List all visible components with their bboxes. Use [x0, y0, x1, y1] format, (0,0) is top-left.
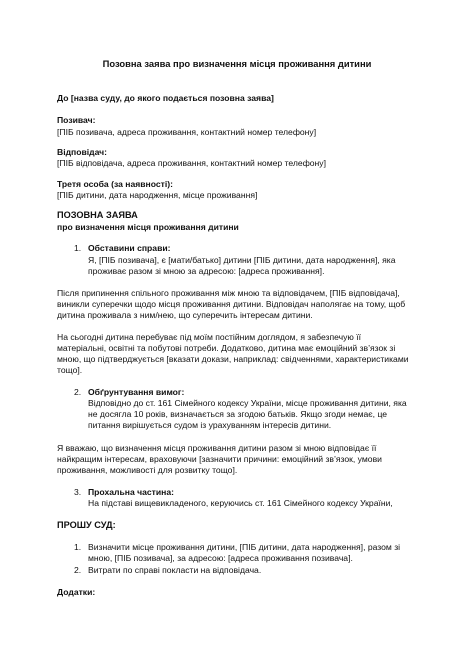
paragraph-line: тощо].: [57, 365, 83, 375]
request-item-line: мною, [ПІБ позивача], за адресою: [адреса проживання позивача].: [88, 553, 353, 563]
paragraph-line: проживання, можливості для розвитку тощо].: [57, 465, 238, 475]
plaintiff-value: [ПІБ позивача, адреса проживання, контактний номер телефону]: [57, 127, 317, 137]
paragraph-line: матеріальні, освітні та побутові потреби. Додатково, дитина має емоційний зв’язок зі: [57, 343, 396, 353]
section3-heading: Прохальна частина:: [88, 487, 174, 497]
section3-number: 3.: [74, 487, 82, 497]
request-item-number: 2.: [74, 565, 82, 575]
request-item-line: Витрати по справі покласти на відповідача.: [88, 565, 262, 575]
section1-line: Я, [ПІБ позивача], є [мати/батько] дитини [ПІБ дитини, дата народження], яка: [88, 255, 396, 265]
claim-subheading: про визначення місця проживання дитини: [57, 222, 239, 232]
document-title: Позовна заява про визначення місця проживання дитини: [102, 58, 372, 69]
third-party-label: Третя особа (за наявності):: [57, 179, 173, 189]
plaintiff-label: Позивач:: [57, 115, 96, 125]
section2-line: не досягла 10 років, визначається за згодою батьків. Якщо згоди немає, це: [88, 409, 388, 419]
paragraph-line: Після припинення спільного проживання між мною та відповідачем, [ПІБ відповідача],: [57, 288, 400, 298]
third-party-value: [ПІБ дитини, дата народження, місце проживання]: [57, 190, 258, 200]
paragraph-line: Я вважаю, що визначення місця проживання дитини разом зі мною відповідає її: [57, 443, 377, 453]
paragraph-line: мною, що підтверджується [вказати докази, наприклад: свідченнями, характеристиками: [57, 354, 409, 364]
section2-heading: Обґрунтування вимог:: [88, 387, 185, 397]
court-line: До [назва суду, до якого подається позовна заява]: [57, 93, 274, 103]
attachments-label: Додатки:: [57, 587, 96, 597]
section2-line: Відповідно до ст. 161 Сімейного кодексу України, місце проживання дитини, яка: [88, 398, 407, 408]
section3-line: На підставі вищевикладеного, керуючись ст. 161 Сімейного кодексу України,: [88, 498, 393, 508]
section2-number: 2.: [74, 387, 82, 397]
section1-number: 1.: [74, 243, 82, 253]
paragraph-line: дитина проживала з ним/нею, що суперечить інтересам дитини.: [57, 310, 313, 320]
section1-line: проживає разом зі мною за адресою: [адреса проживання].: [88, 266, 325, 276]
section1-heading: Обставини справи:: [88, 243, 171, 253]
paragraph-line: найкращим інтересам, враховуючи [зазначити причини: емоційний зв’язок, умови: [57, 454, 382, 464]
paragraph-line: На сьогодні дитина перебуває під моїм постійним доглядом, я забезпечую її: [57, 332, 362, 342]
section2-line: питання вирішується судом із урахуванням інтересів дитини.: [88, 420, 332, 430]
request-item-line: Визначити місце проживання дитини, [ПІБ дитини, дата народження], разом зі: [88, 542, 401, 552]
defendant-label: Відповідач:: [57, 147, 108, 157]
claim-heading: ПОЗОВНА ЗАЯВА: [57, 210, 138, 220]
paragraph-line: виникли суперечки щодо місця проживання дитини. Відповідач наполягає на тому, щоб: [57, 299, 406, 309]
defendant-value: [ПІБ відповідача, адреса проживання, контактний номер телефону]: [57, 158, 326, 168]
request-heading: ПРОШУ СУД:: [57, 520, 116, 530]
request-item-number: 1.: [74, 542, 82, 552]
